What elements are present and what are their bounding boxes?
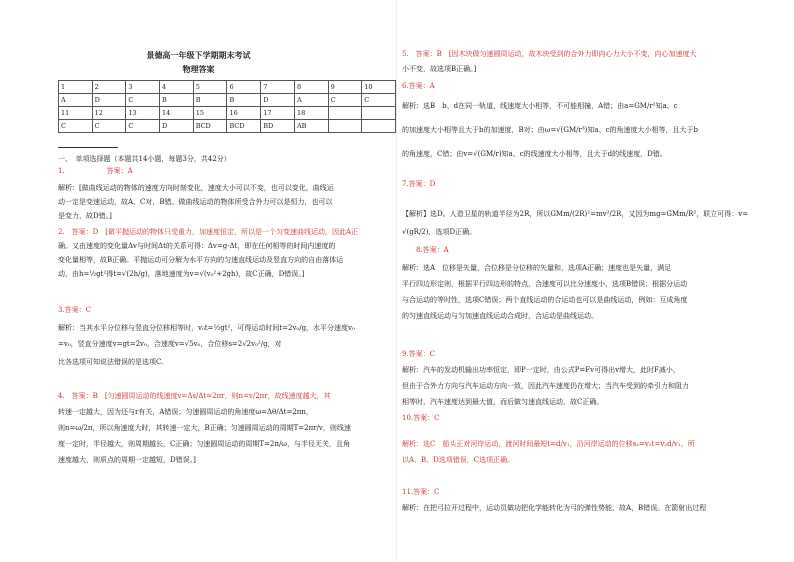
explanation-line: 8.答案：A [402, 246, 449, 254]
answer-cell: 1 [59, 81, 93, 94]
explanation-line: 的匀速直线运动与匀加速直线运动合成时，合运动是曲线运动。 [402, 312, 598, 320]
explanation-line: 度一定时，半径越大，则周期越长，C正确；匀速圆周运动的周期T=2π/ω，与半径无关，且角 [58, 440, 351, 448]
explanation-line: 的角速度，C错；由v=√(GM/r)知a、c的线速度大小相等，且大于d的线速度，D错。 [402, 150, 667, 158]
answer-cell: 14 [160, 107, 194, 120]
explanation-line: 11.答案：C [402, 488, 440, 496]
answer-cell: D [92, 94, 126, 107]
explanation-line: 则n=ω/2π，所以角速度大时，其转速一定大，B正确；匀速圆周运动的周期T=2πr/v，则线速 [58, 424, 351, 432]
answer-cell [362, 107, 396, 120]
answer-cell: 4 [160, 81, 194, 94]
answer-cell: C [126, 120, 160, 133]
answer-cell: BCD [227, 120, 261, 133]
explanation-line: 动，由h=½gt²得t=√(2h/g)，落地速度为v=√(v₀²+2gh)，故C正确，D错误。] [58, 270, 305, 278]
explanation-line: 9.答案：C [402, 350, 436, 358]
answer-cell: 9 [328, 81, 362, 94]
answer-cell: 11 [59, 107, 93, 120]
explanation-line: 的加速度大小相等且大于b的加速度，B对；由ω=√(GM/r³)知a、c的角速度大小相等，且大于b [402, 126, 698, 134]
explanation-line: 以A、B、D选项错误，C选项正确。 [402, 456, 515, 464]
answer-cell: 6 [227, 81, 261, 94]
answer-row [59, 107, 396, 120]
answer-cell: 13 [126, 107, 160, 120]
answer-cell: 3 [126, 81, 160, 94]
answer-cell: 5 [193, 81, 227, 94]
exam-title: 景德高一年级下学期期末考试 [146, 50, 251, 60]
answer-cell [328, 120, 362, 133]
explanation-line: 解析：选A 位移是矢量，合位移是分位移的矢量和，选项A正确；速度也是矢量，满足 [402, 264, 672, 272]
answer-cell: 8 [294, 81, 328, 94]
answer-cell: B [160, 94, 194, 107]
explanation-line: 变化量相等，故B正确。平抛运动可分解为水平方向的匀速直线运动及竖直方向的自由落体运 [58, 256, 344, 264]
answer-cell [328, 107, 362, 120]
explanation-line: 解析：汽车的发动机输出功率恒定，即P一定时，由公式P=Fv可得出v增大，此时F减小， [402, 366, 680, 374]
exam-subtitle: 物理答案 [182, 64, 215, 74]
answer-table [58, 80, 396, 133]
explanation-line: 是变力，故D错。] [58, 212, 112, 220]
answer-cell: B [193, 94, 227, 107]
answer-cell: D [261, 94, 295, 107]
explanation-line: 动一定是变速运动，故A、C对，B错。做曲线运动的物体所受合外力可以是恒力，也可以 [58, 198, 333, 206]
answer-cell: C [362, 94, 396, 107]
explanation-line: 3.答案：C [58, 306, 92, 314]
answer-cell: 7 [261, 81, 295, 94]
explanation-line: 相等时，汽车速度达到最大值，而后做匀速直线运动，故C正确。 [402, 398, 604, 406]
explanation-line: 10.答案：C [402, 414, 440, 422]
explanation-line: 6.答案：A [402, 82, 435, 90]
answer-cell: 18 [294, 107, 328, 120]
answer-cell: B [227, 94, 261, 107]
explanation-line: 比各选项可知说法错误的是选项C. [58, 358, 164, 366]
answer-cell: BD [261, 120, 295, 133]
answer-cell: 17 [261, 107, 295, 120]
answer-cell: C [59, 120, 93, 133]
explanation-line: 速度越大，则质点的周期一定越短，D错误。] [58, 456, 196, 464]
explanation-line: 确。又由速度的变化量Δv与时间Δt的关系可得：Δv=g·Δt，即在任何相等的时间内速度的 [58, 242, 336, 250]
answer-row [59, 94, 396, 107]
answer-cell: C [92, 120, 126, 133]
right-page [397, 0, 794, 562]
explanation-line: 5. 答案：B [因木块做匀速圆周运动，故木块受到的合外力即向心力大小不变，向心加速度大 [402, 50, 697, 58]
explanation-line: 解析：[做曲线运动的物体的速度方向时刻变化，速度大小可以不变，也可以变化，曲线运 [58, 184, 334, 192]
explanation-line: 解析：在把弓拉开过程中，运动员做功把化学能转化为弓的弹性势能，故A、B错误。在箭射出过程 [402, 504, 707, 512]
explanation-line: 转速一定越大，因为还与r有关，A错误；匀速圆周运动的角速度ω=Δθ/Δt=2πn， [58, 408, 313, 416]
answer-cell: 10 [362, 81, 396, 94]
section-underline [58, 147, 118, 148]
answer-cell: D [160, 120, 194, 133]
explanation-line: 但由于合外力方向与汽车运动方向一致，因此汽车速度仍在增大；当汽车受到的牵引力和阻力 [402, 382, 689, 390]
answer-cell: C [126, 94, 160, 107]
answer-cell: A [294, 94, 328, 107]
explanation-line: =v₀，竖直分速度v=gt=2v₀，合速度v=√5v₀，合位移s=2√2v₀²/g，对 [58, 340, 282, 348]
explanation-line: 平行四边形定则，根据平行四边形的特点，合速度可以比分速度小，选项B错误；根据分运动 [402, 280, 688, 288]
section-heading: 一、 单项选择题（本题共14小题，每题3分，共42分） [58, 155, 231, 163]
explanation-line: 解析：选C 船头正对河岸运动，渡河时间最短t=d/v₁，沿河岸运动的位移s₂=v₂t=v₂d/v₁，所 [402, 440, 695, 448]
answer-cell: 12 [92, 107, 126, 120]
answer-cell: AB [294, 120, 328, 133]
explanation-line: 【解析】选D。人造卫星的轨道半径为2R，所以GMm/(2R)²=mv²/2R，又因为mg=GMm/R²，联立可得：v= [402, 210, 749, 218]
explanation-line: √(gR/2)，选项D正确。 [402, 228, 477, 236]
explanation-line: 解析：当其水平分位移与竖直分位移相等时，v₀t=½gt²，可得运动时间t=2v₀/g，水平分速度v₀ [58, 324, 355, 332]
explanation-line: 与合运动的等时性，选项C错误；两个直线运动的合运动也可以是曲线运动，例如：互成角度 [402, 296, 688, 304]
answer-cell: C [328, 94, 362, 107]
answer-cell: 15 [193, 107, 227, 120]
explanation-line: 4. 答案：B [匀速圆周运动的线速度v=Δs/Δt=2πr，则n=v/2πr，故线速度越大，其 [58, 392, 331, 400]
answer-cell: 2 [92, 81, 126, 94]
answer-cell: A [59, 94, 93, 107]
explanation-line: 小不变，故选项B正确。] [402, 65, 477, 73]
explanation-line: 7.答案：D [402, 180, 436, 188]
answer-row [59, 81, 396, 94]
answer-row [59, 120, 396, 133]
explanation-line: 2. 答案：D [做平抛运动的物体只受重力，加速度恒定，所以是一个匀变速曲线运动，因此A正 [58, 228, 359, 236]
answer-cell [362, 120, 396, 133]
explanation-line: 1. 答案：A [58, 167, 133, 175]
answer-cell: BCD [193, 120, 227, 133]
explanation-line: 解析：选B b、d在同一轨道，线速度大小相等，不可能相撞，A错；由a=GM/r²知a、c [402, 102, 678, 110]
answer-cell: 16 [227, 107, 261, 120]
